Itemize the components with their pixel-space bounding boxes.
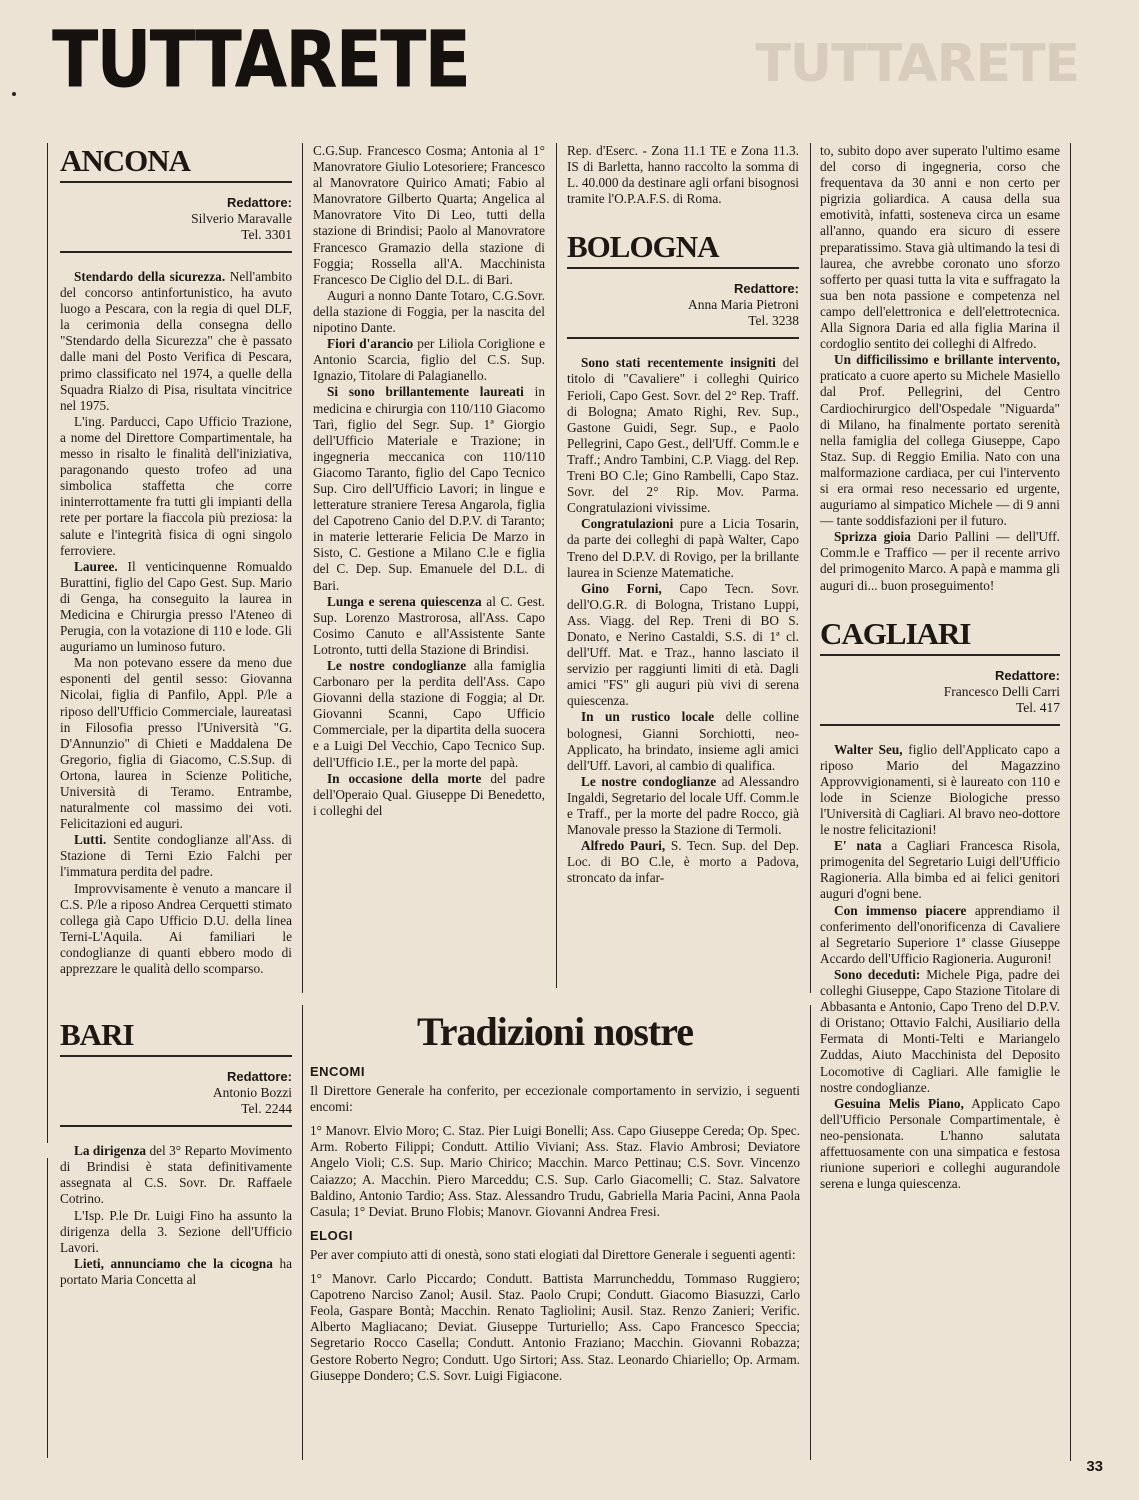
article-paragraph: Rep. d'Eserc. - Zona 11.1 TE e Zona 11.3. IS di Barletta, hanno raccolto la somma di L. 40.000 da destinare agli orfani bisognosi tramite l'O.P.A.F.S. di Roma. [567, 143, 799, 207]
body-text: del 3° Reparto Movimento di Brindisi è stata definitivamente assegnata al C.S. Sovr. Dr. Raffaele Cotrino. [60, 1143, 292, 1207]
editor-name: Silverio Maravalle [191, 211, 292, 226]
article-paragraph [60, 1256, 292, 1288]
column-rule [1070, 143, 1071, 1461]
lead-text: Lauree. [74, 558, 118, 574]
body-text: per Liliola Coriglione e Antonio Scarcia, figlio del C.S. Sup. Ignazio, Titolare di Palagianello. [313, 336, 545, 384]
body-text: Nell'ambito del concorso antinfortunistico, ha avuto luogo a Pescara, con la regia di quel DLF, la cerimonia della consegna dello "Stendardo della Sicurezza" che è passato dalle mani del Posto Verifica di Pescara, primo classificato nel 1974, a quelle della Squadra Rialzo di Pisa, risultata vincitrice nel 1975. [60, 269, 292, 413]
body-text: ad Alessandro Ingaldi, Segretario del locale Uff. Comm.le e Traff., per la morte del padre Rocco, già Manovale presso la Stazione di Termoli. [567, 773, 799, 838]
lead-text: Fiori d'arancio [327, 336, 414, 352]
lead-text: Gesuina Melis Piano, [834, 1095, 964, 1111]
page-dot [12, 92, 16, 96]
column-2 [313, 143, 545, 819]
editor-name: Anna Maria Pietroni [688, 297, 799, 313]
article-paragraph [60, 559, 292, 656]
section-rule [567, 337, 799, 339]
article-paragraph: Improvvisamente è venuto a mancare il C.S. P/le a riposo Andrea Cerquetti stimato collega già Capo Ufficio D.U. della linea Terni-L'Aquila. Ai familiari le condoglianze di quanti ebbero modo di apprezzare le qualità dello scomparso. [60, 880, 292, 977]
editor-label: Redattore: [226, 195, 292, 210]
article-paragraph [567, 581, 799, 710]
editor-name: Francesco Delli Carri [943, 683, 1060, 699]
editor-label: Redattore: [226, 1069, 292, 1085]
article-paragraph [60, 269, 292, 414]
article-paragraph [567, 355, 799, 516]
lead-text: Stendardo della sicurezza. [74, 269, 226, 284]
body-text: pure a Licia Tosarin, da parte dei colleghi di papà Walter, Capo Treno del D.P.V. di Rovigo, per la brillante laurea in Scienze Matematiche. [567, 516, 799, 580]
article-paragraph: Auguri a nonno Dante Totaro, C.G.Sovr. della stazione di Foggia, per la nascita del nipotino Dante. [313, 287, 545, 336]
encomi-list: 1° Manovr. Elvio Moro; C. Staz. Pier Luigi Bonelli; Ass. Capo Giuseppe Cereda; Op. Spec. Arm. Roberto Filippi; Condutt. Attilio Viviani; Ass. Staz. Flavio Ambrosi; Deviatore Angelo Violi; C.S. Sup. Mario Chirico; Macchin. Marco Pettinau; C.S. Sovr. Vincenzo Caiazzo; A. Macchin. Piero Marceddu; C.S. Sup. Carlo Giacomelli; C. Staz. Salvatore Baldino, Antonio Tardio; Ass. Staz. Alessandro Trudu, Gabriella Maria Pacini, Anna Paola Casula; 1° Deviat. Bruno Flobis; Manovr. Giovanni Andrea Fresi. [310, 1123, 800, 1219]
bologna-editor [567, 281, 799, 329]
section-rule [820, 654, 1060, 656]
body-text: delle colline bolognesi, Gianni Sorchiotti, neo-Applicato, ha brindato, insieme agli amici dell'Uff. Lavori, al cambio di qualifica. [567, 709, 799, 773]
section-rule [567, 267, 799, 269]
section-rule [60, 1125, 292, 1127]
column-rule [302, 143, 303, 993]
lead-text: Lutti. [74, 832, 107, 848]
tradizioni-section [310, 1010, 800, 1392]
column-rule [302, 1005, 303, 1460]
body-text: Il venticinquenne Romualdo Burattini, figlio del Capo Gest. Sup. Mario di Genga, ha conseguito la laurea in Medicina e Chirurgia presso l'Ateneo di Perugia, con la votazione di 110 e lode. Gli auguriamo un luminoso futuro. [60, 558, 292, 655]
editor-tel: Tel. 3238 [748, 313, 799, 329]
body-text: Michele Piga, padre dei colleghi Giuseppe, Capo Stazione Titolare di Abbasanta e Antonio, Capo Treno del D.P.V. di Oristano; Ottavio Falchi, Ausiliario della Fermata di Monti-Telti e Mariangelo Zuddas, Aiuto Macchinista del Deposito Locomotive di Cagliari. Alle famiglie le nostre condoglianze. [820, 966, 1060, 1095]
article-paragraph [820, 838, 1060, 902]
lead-text: Si sono brillantemente laureati [327, 384, 524, 400]
masthead-title: TUTTARETE [52, 15, 469, 106]
article-paragraph [313, 658, 545, 771]
section-rule [60, 1055, 292, 1057]
article-paragraph [567, 774, 799, 838]
lead-text: E' nata [834, 838, 882, 854]
article-paragraph: to, subito dopo aver superato l'ultimo esame del corso di ingegneria, corso che frequentava da 30 anni e non certo per pigrizia goliardica. A causa della sua emotività, infatti, sosteneva circa un esame all'anno, quando era sicuro di essere preparatissimo. Stava già ultimando la tesi di laurea, che avrebbe coronato uno sforzo sofferto per quasi tutta la vita e suffragato la sua ben nota passione e competenza nel campo dell'elettronica e dell'elettrotecnica. Alla Signora Daria ed alla figlia Marina il cordoglio sentito dei colleghi di Alfredo. [820, 143, 1060, 352]
article-paragraph [820, 967, 1060, 1096]
article-paragraph [313, 771, 545, 819]
lead-text: Congratulazioni [581, 516, 674, 532]
lead-text: Alfredo Pauri, [581, 838, 666, 854]
article-paragraph [820, 903, 1060, 967]
body-text: in medicina e chirurgia con 110/110 Giacomo Tarì, figlio del Segr. Sup. 1ª Giorgio dell'Ufficio Materiale e Trazione; in ingegneria meccanica con 110/110 Giacomo Taranto, figlio del Capo Tecnico Sup. Ciro dell'Ufficio Lavori; in lingue e letterature straniere Teresa Angarola, figlia del Capotreno Canio del D.P.V. di Taranto; in materie letterarie Felicia De Marzo in Sisto, C. Gestione a Milano C.le e figlia del C. Dep. Sup. Emanuele del D.L. di Bari. [313, 384, 545, 593]
body-text: praticato a cuore aperto su Michele Masiello dal Prof. Pellegrini, del Centro Cardiochirurgico dell'Ospedale "Niguarda" di Milano, ha finalmente portato serenità nella famiglia del collega Giuseppe, Capo Staz. Sup. di Reggio Emilia. Nato con una malformazione cardiaca, per cui l'intervento si era ormai reso necessario ed urgente, auguriamo al simpatico Michele — di 9 anni — tante soddisfazioni per il futuro. [820, 368, 1060, 529]
lead-text: Le nostre condoglianze [327, 658, 467, 673]
section-rule [60, 181, 292, 183]
bologna-title: BOLOGNA [567, 229, 719, 265]
column-rule [810, 143, 811, 993]
column-1 [60, 143, 292, 1288]
column-rule [556, 143, 557, 988]
body-text: Capo Tecn. Sovr. dell'O.G.R. di Bologna, Tristano Luppi, Ass. Viagg. del Rep. Treni di BO S. Donato, e Nerino Castaldi, S.S. di 1ª cl. dell'Uff. Mat. e Traz., hanno lasciato il servizio per raggiunti limiti di età. Dagli amici "FS" gli auguri più vivi di serena quiescenza. [567, 580, 799, 709]
body-text: Applicato Capo dell'Ufficio Personale Compartimentale, è neo-pensionata. L'hanno salutata affettuosamente con una simpatica e festosa riunione superiori e colleghi augurandole serena e lunga quiescenza. [820, 1095, 1060, 1192]
cagliari-editor [820, 668, 1060, 716]
body-text: Dario Pallini — dell'Uff. Comm.le e Traffico — per il recente arrivo del primogenito Marco. A papà e mamma gli auguri di... buon proseguimento! [820, 529, 1060, 593]
column-rule [47, 1158, 48, 1458]
article-paragraph: L'Isp. P.le Dr. Luigi Fino ha assunto la dirigenza della 3. Sezione dell'Ufficio Lavori. [60, 1207, 292, 1255]
body-text: al C. Gest. Sup. Lorenzo Mastrorosa, all'Ass. Capo Cosimo Canuto e all'Assistente Sante Lotronto, tutti della Stazione di Brindisi. [313, 593, 545, 657]
lead-text: La dirigenza [74, 1143, 147, 1159]
article-paragraph: C.G.Sup. Francesco Cosma; Antonia al 1° Manovratore Giulio Lotesoriere; Francesco al Manovratore Quirico Amati; Fabio al Manovratore Gilberto Quarta; Angelica al Manovratore Vito Di Leo, tutti della stazione di Brindisi; Paolo al Manovratore Francesco Gramazio della stazione di Foggia; Rossella all'A. Macchinista Francesco De Ciglio del D.L. di Bari. [313, 143, 545, 287]
lead-text: Lunga e serena quiescenza [327, 593, 482, 609]
lead-text: Sono stati recentemente insigniti [581, 355, 776, 371]
body-text: figlio dell'Applicato capo a riposo Mario del Magazzino Approvvigionamenti, si è laureato con 110 e lode in Scienze Biologiche presso l'Università di Cagliari. Al bravo neo-dottore le nostre felicitazioni! [820, 741, 1060, 838]
lead-text: Le nostre condoglianze [581, 773, 717, 789]
article-paragraph [567, 516, 799, 580]
column-rule [810, 1005, 811, 1460]
lead-text: Gino Forni, [581, 580, 662, 596]
body-text: Sentite condoglianze all'Ass. di Stazione di Terni Ezio Falchi per l'immatura perdita del padre. [60, 832, 292, 880]
body-text: ha portato Maria Concetta al [60, 1255, 292, 1287]
lead-text: Lieti, annunciamo che la cicogna [74, 1255, 273, 1271]
bari-title: BARI [60, 1017, 134, 1053]
elogi-intro: Per aver compiuto atti di onestà, sono stati elogiati dal Direttore Generale i seguenti agenti: [310, 1246, 796, 1262]
article-paragraph [60, 832, 292, 880]
lead-text: Sprizza gioia [834, 529, 911, 545]
body-text: del padre dell'Operaio Qual. Giuseppe Di Benedetto, i colleghi del [313, 770, 546, 818]
article-paragraph [60, 1143, 292, 1207]
page-number: 33 [1086, 1458, 1103, 1475]
editor-label: Redattore: [994, 667, 1060, 683]
body-text: del titolo di "Cavaliere" i colleghi Quirico Ferioli, Capo Gest. Sovr. del 2° Rep. Traff. di Bologna; Amato Righi, Rev. Sup., Gastone Guidi, Segr. Sup., e Paolo Pellegrini, Capo Gest., dell'Uff. Comm.le e Traff.; Andro Tambini, C.P. Viagg. del Rep. Treni BO C.le; Gino Rambelli, Capo Staz. Sovr. del 2° Rip. Mov. Parma. Congratulazioni vivissime. [567, 355, 799, 516]
article-paragraph: L'ing. Parducci, Capo Ufficio Trazione, a nome del Direttore Compartimentale, ha messo in risalto le finalità dell'iniziativa, paragonando questo trofeo ad una simbolica staffetta che corre ininterrottamente fra tutti gli impianti della rete per portare la fiaccola più preziosa: la salute e l'integrità fisica di ogni singolo ferroviere. [60, 413, 292, 558]
column-4 [820, 143, 1060, 1192]
article-paragraph [567, 709, 799, 773]
elogi-heading: ELOGI [310, 1227, 353, 1243]
lead-text: In occasione della morte [327, 770, 482, 786]
ghost-masthead: TUTTARETE [755, 34, 1079, 94]
editor-tel: Tel. 2244 [241, 1101, 292, 1117]
body-text: apprendiamo il conferimento dell'onorificenza di Cavaliere al Segretario Superiore 1ª classe Giuseppe Accardo dell'Ufficio Ragioneria. Auguroni! [820, 902, 1060, 966]
lead-text: Con immenso piacere [834, 902, 967, 918]
editor-name: Antonio Bozzi [212, 1085, 292, 1101]
column-rule [47, 143, 48, 1143]
column-3 [567, 143, 799, 886]
article-paragraph [820, 742, 1060, 839]
cagliari-title: CAGLIARI [820, 615, 971, 651]
editor-label: Redattore: [733, 281, 799, 297]
article-paragraph [820, 352, 1060, 529]
elogi-list: 1° Manovr. Carlo Piccardo; Condutt. Battista Marruncheddu, Tommaso Ruggiero; Capotreno Narciso Zanol; Ausil. Staz. Paolo Crupi; Condutt. Giacomo Biasuzzi, Carlo Feola, Gaspare Bontà; Macchin. Renato Tagliolini; Ausil. Staz. Renzo Zanieri; Verific. Alberto Magliacano; Deviat. Giuseppe Turturiello; Ass. Capo Francesco Speccia; Segretario Rocco Casella; Condutt. Antonio Fraziano; Macchin. Giovanni Robazza; Gestore Roberto Negro; Condutt. Ugo Sirtori; Ass. Staz. Leonardo Chiariello; Op. Armam. Giuseppe Dondero; C.S. Sovr. Luigi Figiacone. [310, 1271, 800, 1383]
encomi-heading: ENCOMI [310, 1064, 365, 1079]
tradizioni-title: Tradizioni nostre [417, 1009, 693, 1054]
body-text: alla famiglia Carbonaro per la perdita dell'Ass. Capo Giovanni della stazione di Foggia; al Dr. Giovanni Scanni, Capo Ufficio Commerciale, per la dipartita della suocera e a Luigi Del Vecchio, Capo Tecnico Sup. dell'Ufficio I.E., per la morte del papà. [313, 658, 545, 770]
lead-text: In un rustico locale [581, 709, 715, 725]
bari-editor [60, 1069, 292, 1117]
lead-text: Walter Seu, [834, 741, 903, 757]
editor-tel: Tel. 3301 [241, 227, 292, 242]
article-paragraph [820, 529, 1060, 593]
article-paragraph [313, 336, 545, 384]
section-rule [60, 251, 292, 253]
body-text: S. Tecn. Sup. del Dep. Loc. di BO C.le, è morto a Padova, stroncato da infar- [567, 838, 799, 886]
encomi-intro: Il Direttore Generale ha conferito, per eccezionale comportamento in servizio, i seguenti encomi: [310, 1083, 800, 1115]
section-rule [820, 724, 1060, 726]
body-text: a Cagliari Francesca Risola, primogenita del Segretario Luigi dell'Ufficio Ragioneria. Alla bimba ed ai felici genitori auguri d'ogni bene. [820, 838, 1060, 902]
ancona-title: ANCONA [60, 143, 191, 178]
article-paragraph: Ma non potevano essere da meno due esponenti del gentil sesso: Giovanna Nicolai, figlia di Panfilo, Appl. P/le a riposo dell'Ufficio Commerciale, laureatasi in Filosofia presso l'Università "G. D'Annunzio" di Chieti e Maddalena De Gregorio, figlia di Giacomo, C.S.Sup. di Ortona, laurea in Scienze Politiche, Università di Teramo. Entrambe, naturalmente col massimo dei voti. Felicitazioni ed auguri. [60, 655, 292, 832]
ancona-editor [60, 195, 292, 243]
lead-text: Sono deceduti: [834, 966, 921, 982]
article-paragraph [313, 594, 545, 658]
article-paragraph [820, 1096, 1060, 1193]
lead-text: Un difficilissimo e brillante intervento, [834, 352, 1060, 368]
article-paragraph [567, 838, 799, 886]
editor-tel: Tel. 417 [1015, 699, 1060, 715]
article-paragraph [313, 384, 545, 593]
